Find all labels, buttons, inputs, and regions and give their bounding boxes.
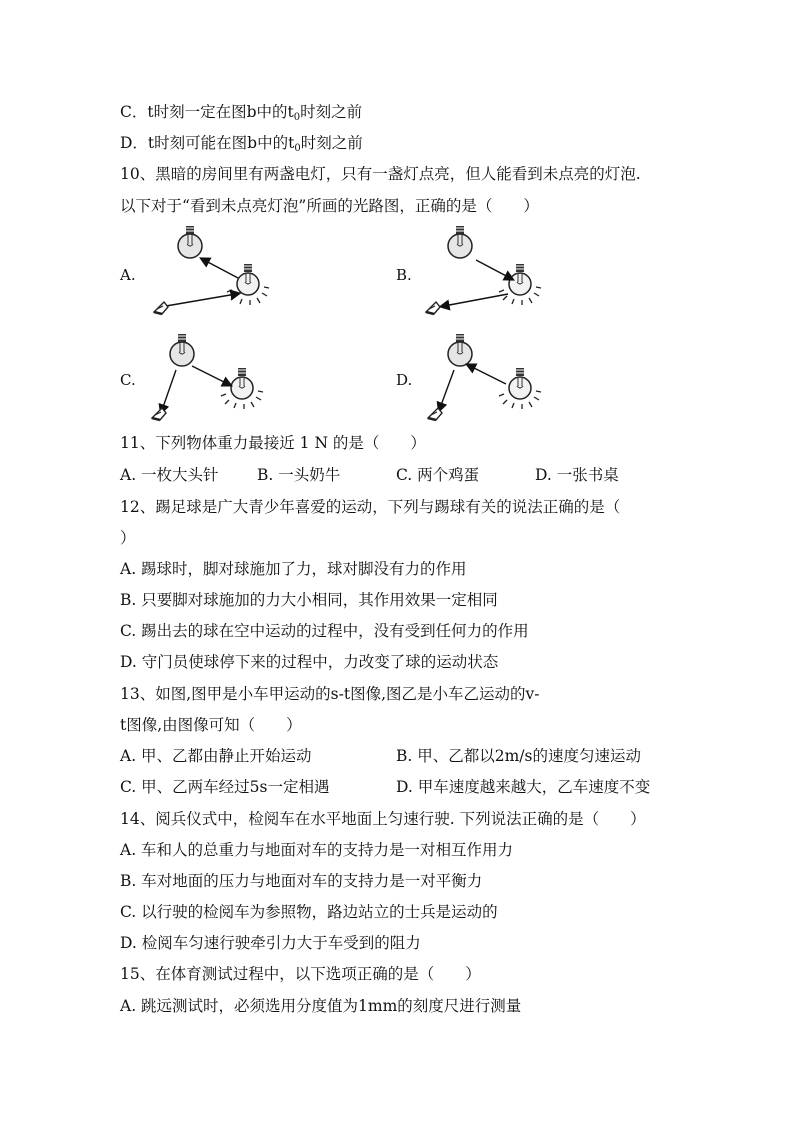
- q9-option-d: D．t时刻可能在图b中的$t_0$时刻之前: [120, 134, 363, 154]
- q15-option-a: A. 跳远测试时，必须选用分度值为1mm的刻度尺进行测量: [120, 997, 522, 1015]
- q10-option-c-label: C.: [120, 371, 136, 389]
- q9-option-c: C．t时刻一定在图b中的$t_0$时刻之前: [120, 103, 363, 123]
- q12-stem-line2: ）: [120, 529, 136, 547]
- q13-option-a: A. 甲、乙都由静止开始运动: [120, 747, 312, 765]
- q11-option-c: C. 两个鸡蛋: [396, 466, 480, 484]
- q11-option-b: B. 一头奶牛: [257, 466, 341, 484]
- q12-option-a: A. 踢球时，脚对球施加了力，球对脚没有力的作用: [120, 560, 467, 578]
- q10-figure-a: [140, 222, 280, 318]
- q14-option-b: B. 车对地面的压力与地面对车的支持力是一对平衡力: [120, 872, 483, 890]
- q15-stem: 15、在体育测试过程中，以下选项正确的是（ ）: [120, 965, 481, 983]
- q10-option-b-label: B.: [396, 266, 412, 284]
- q12-option-d: D. 守门员使球停下来的过程中，力改变了球的运动状态: [120, 653, 499, 671]
- q10-option-d-label: D.: [396, 371, 413, 389]
- q11-option-a: A. 一枚大头针: [120, 466, 219, 484]
- q10-option-a-label: A.: [120, 266, 136, 284]
- q11-option-d: D. 一张书桌: [535, 466, 619, 484]
- q12-option-b: B. 只要脚对球施加的力大小相同，其作用效果一定相同: [120, 591, 498, 609]
- q10-figure-b: [418, 222, 558, 318]
- q13-option-c: C. 甲、乙两车经过5s一定相遇: [120, 778, 330, 796]
- q14-option-a: A. 车和人的总重力与地面对车的支持力是一对相互作用力: [120, 841, 514, 859]
- q12-stem-line1: 12、踢足球是广大青少年喜爱的运动，下列与踢球有关的说法正确的是（: [120, 498, 621, 516]
- q10-stem-line2: 以下对于“看到未点亮灯泡”所画的光路图，正确的是（ ）: [120, 197, 539, 215]
- q13-stem-line1: 13、如图,图甲是小车甲运动的s-t图像,图乙是小车乙运动的v-: [120, 685, 540, 703]
- q11-stem: 11、下列物体重力最接近 1 N 的是（ ）: [120, 434, 426, 452]
- q13-stem-line2: t图像,由图像可知（ ）: [120, 716, 302, 734]
- q14-stem: 14、阅兵仪式中，检阅车在水平地面上匀速行驶. 下列说法正确的是（ ）: [120, 810, 646, 828]
- q13-option-b: B. 甲、乙都以2m/s的速度匀速运动: [396, 747, 641, 765]
- q14-option-d: D. 检阅车匀速行驶牵引力大于车受到的阻力: [120, 934, 421, 952]
- q12-option-c: C. 踢出去的球在空中运动的过程中，没有受到任何力的作用: [120, 622, 529, 640]
- q10-figure-c: [140, 330, 280, 426]
- q10-stem-line1: 10、黑暗的房间里有两盏电灯，只有一盏灯点亮，但人能看到未点亮的灯泡.: [120, 165, 641, 183]
- q13-option-d: D. 甲车速度越来越大，乙车速度不变: [396, 778, 651, 796]
- q10-figure-d: [418, 330, 558, 426]
- q14-option-c: C. 以行驶的检阅车为参照物，路边站立的士兵是运动的: [120, 903, 498, 921]
